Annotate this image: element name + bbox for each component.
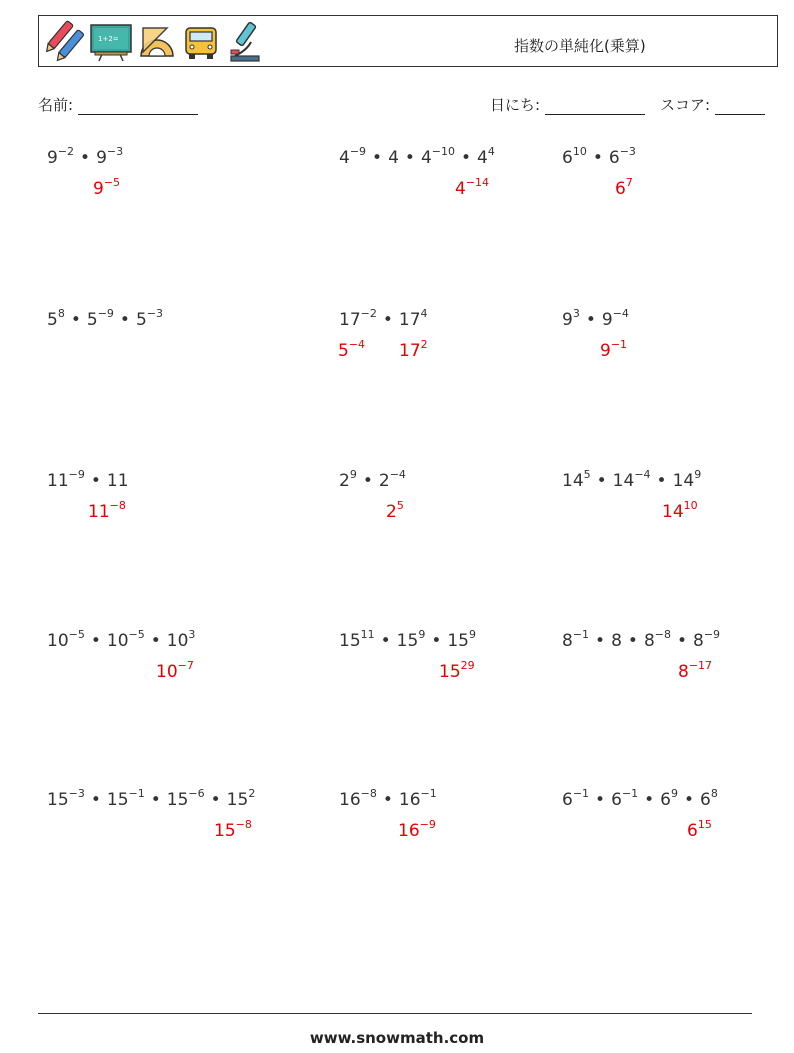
microscope-icon bbox=[225, 20, 265, 64]
answer-power: $15^{29}$ bbox=[439, 659, 475, 682]
answer bbox=[455, 176, 490, 199]
school-bus-icon bbox=[181, 20, 221, 64]
term: $9^3$ bbox=[562, 307, 580, 330]
term: $5^{-3}$ bbox=[135, 307, 163, 330]
multiply-dot: • bbox=[150, 790, 161, 810]
multiply-dot: • bbox=[382, 310, 393, 330]
answer-power: $14^{10}$ bbox=[662, 499, 698, 522]
answer bbox=[615, 176, 633, 199]
term: $15^2$ bbox=[226, 787, 256, 810]
problem-expression bbox=[339, 787, 437, 810]
footer-divider bbox=[38, 1013, 752, 1014]
multiply-dot: • bbox=[80, 148, 91, 168]
term: $9^{-2}$ bbox=[47, 145, 75, 168]
term: $11^{-9}$ bbox=[47, 468, 85, 491]
svg-text:1+2=: 1+2= bbox=[98, 35, 119, 43]
multiply-dot: • bbox=[683, 790, 695, 810]
problem-expression bbox=[339, 307, 428, 330]
answer-power: $17^2$ bbox=[399, 338, 428, 361]
term: $6^{-1}$ bbox=[562, 787, 590, 810]
multiply-dot: • bbox=[210, 790, 221, 810]
term: $6^{-3}$ bbox=[608, 145, 636, 168]
answer-power: $16^{-9}$ bbox=[398, 818, 436, 841]
multiply-dot: • bbox=[592, 148, 603, 168]
answer bbox=[214, 818, 252, 841]
answer-power: $9^{-5}$ bbox=[93, 176, 121, 199]
name-field bbox=[38, 94, 198, 115]
term: $2^{-4}$ bbox=[378, 468, 406, 491]
term: 8 bbox=[611, 631, 622, 651]
multiply-dot: • bbox=[585, 310, 596, 330]
multiply-dot: • bbox=[90, 631, 101, 651]
term: $15^{-1}$ bbox=[106, 787, 145, 810]
term: $16^{-1}$ bbox=[398, 787, 437, 810]
term: $4^{-9}$ bbox=[339, 145, 367, 168]
term: 11 bbox=[106, 471, 129, 491]
term: $15^{-3}$ bbox=[47, 787, 85, 810]
multiply-dot: • bbox=[119, 310, 130, 330]
term: $17^{-2}$ bbox=[339, 307, 377, 330]
answer bbox=[399, 338, 428, 361]
answer bbox=[687, 818, 712, 841]
problem-expression bbox=[339, 145, 495, 168]
term: $14^{-4}$ bbox=[612, 468, 651, 491]
multiply-dot: • bbox=[596, 471, 607, 491]
problem-expression bbox=[47, 145, 124, 168]
term: $15^{-6}$ bbox=[166, 787, 205, 810]
multiply-dot: • bbox=[70, 310, 81, 330]
problem-expression bbox=[47, 628, 196, 651]
term: $17^4$ bbox=[398, 307, 428, 330]
term: $10^{-5}$ bbox=[47, 628, 85, 651]
term: $6^9$ bbox=[660, 787, 678, 810]
term: $9^{-3}$ bbox=[96, 145, 124, 168]
answer bbox=[600, 338, 628, 361]
answer bbox=[439, 659, 475, 682]
answer bbox=[156, 659, 194, 682]
answer-power: $8^{-17}$ bbox=[678, 659, 713, 682]
multiply-dot: • bbox=[676, 631, 688, 651]
score-label: スコア: bbox=[660, 96, 711, 114]
answer bbox=[398, 818, 436, 841]
term: $2^9$ bbox=[339, 468, 357, 491]
term: $8^{-1}$ bbox=[562, 628, 590, 651]
answer bbox=[88, 499, 126, 522]
answer-power: $5^{-4}$ bbox=[338, 338, 366, 361]
term: $10^3$ bbox=[166, 628, 196, 651]
problem-expression bbox=[339, 628, 476, 651]
multiply-dot: • bbox=[90, 471, 101, 491]
term: $4^{-10}$ bbox=[420, 145, 455, 168]
term: $4^4$ bbox=[477, 145, 495, 168]
term: $10^{-5}$ bbox=[106, 628, 145, 651]
answer bbox=[93, 176, 121, 199]
multiply-dot: • bbox=[644, 790, 655, 810]
problem-expression bbox=[562, 787, 718, 810]
term: $6^{-1}$ bbox=[611, 787, 639, 810]
protractor-icon bbox=[137, 20, 177, 64]
multiply-dot: • bbox=[150, 631, 161, 651]
answer bbox=[662, 499, 698, 522]
term: $16^{-8}$ bbox=[339, 787, 377, 810]
problem-expression bbox=[562, 145, 636, 168]
answer-power: $4^{-14}$ bbox=[455, 176, 490, 199]
footer-url: www.snowmath.com bbox=[309, 1029, 485, 1047]
term: $15^9$ bbox=[396, 628, 426, 651]
answer bbox=[678, 659, 713, 682]
term: $5^8$ bbox=[47, 307, 65, 330]
multiply-dot: • bbox=[404, 148, 415, 168]
problem-expression bbox=[47, 468, 129, 491]
multiply-dot: • bbox=[627, 631, 638, 651]
answer-power: $2^5$ bbox=[386, 499, 404, 522]
date-line bbox=[545, 100, 645, 115]
multiply-dot: • bbox=[362, 471, 373, 491]
multiply-dot: • bbox=[380, 631, 391, 651]
term: $15^9$ bbox=[447, 628, 476, 651]
term: $6^{10}$ bbox=[562, 145, 587, 168]
multiply-dot: • bbox=[460, 148, 472, 168]
term: $14^5$ bbox=[562, 468, 591, 491]
answer-power: $11^{-8}$ bbox=[88, 499, 126, 522]
term: $8^{-9}$ bbox=[693, 628, 721, 651]
term: 4 bbox=[388, 148, 399, 168]
answer bbox=[386, 499, 404, 522]
score-field bbox=[660, 94, 765, 115]
answer-power: $10^{-7}$ bbox=[156, 659, 194, 682]
problem-expression bbox=[339, 468, 406, 491]
answer bbox=[338, 338, 366, 361]
page-title: 指数の単純化(乗算) bbox=[514, 37, 646, 55]
problem-expression bbox=[47, 787, 256, 810]
problem-expression bbox=[562, 307, 629, 330]
term: $14^9$ bbox=[672, 468, 702, 491]
term: $6^8$ bbox=[700, 787, 718, 810]
answer-power: $6^7$ bbox=[615, 176, 633, 199]
term: $15^{11}$ bbox=[339, 628, 375, 651]
name-label: 名前: bbox=[38, 96, 74, 114]
header-icons bbox=[45, 19, 265, 65]
score-line bbox=[715, 100, 765, 115]
date-field bbox=[490, 94, 645, 115]
name-line bbox=[78, 100, 198, 115]
multiply-dot: • bbox=[372, 148, 383, 168]
multiply-dot: • bbox=[431, 631, 442, 651]
term: $5^{-9}$ bbox=[86, 307, 114, 330]
answer-power: $15^{-8}$ bbox=[214, 818, 252, 841]
problem-expression bbox=[562, 468, 702, 491]
header-box bbox=[38, 15, 778, 67]
answer-power: $6^{15}$ bbox=[687, 818, 712, 841]
crayons-icon bbox=[45, 20, 85, 64]
term: $8^{-8}$ bbox=[643, 628, 671, 651]
answer-power: $9^{-1}$ bbox=[600, 338, 628, 361]
multiply-dot: • bbox=[90, 790, 101, 810]
problem-expression bbox=[562, 628, 721, 651]
multiply-dot: • bbox=[656, 471, 667, 491]
multiply-dot: • bbox=[382, 790, 393, 810]
multiply-dot: • bbox=[595, 631, 606, 651]
multiply-dot: • bbox=[595, 790, 606, 810]
chalkboard-icon bbox=[89, 20, 133, 64]
problem-expression bbox=[47, 307, 163, 330]
date-label: 日にち: bbox=[490, 96, 541, 114]
term: $9^{-4}$ bbox=[601, 307, 629, 330]
